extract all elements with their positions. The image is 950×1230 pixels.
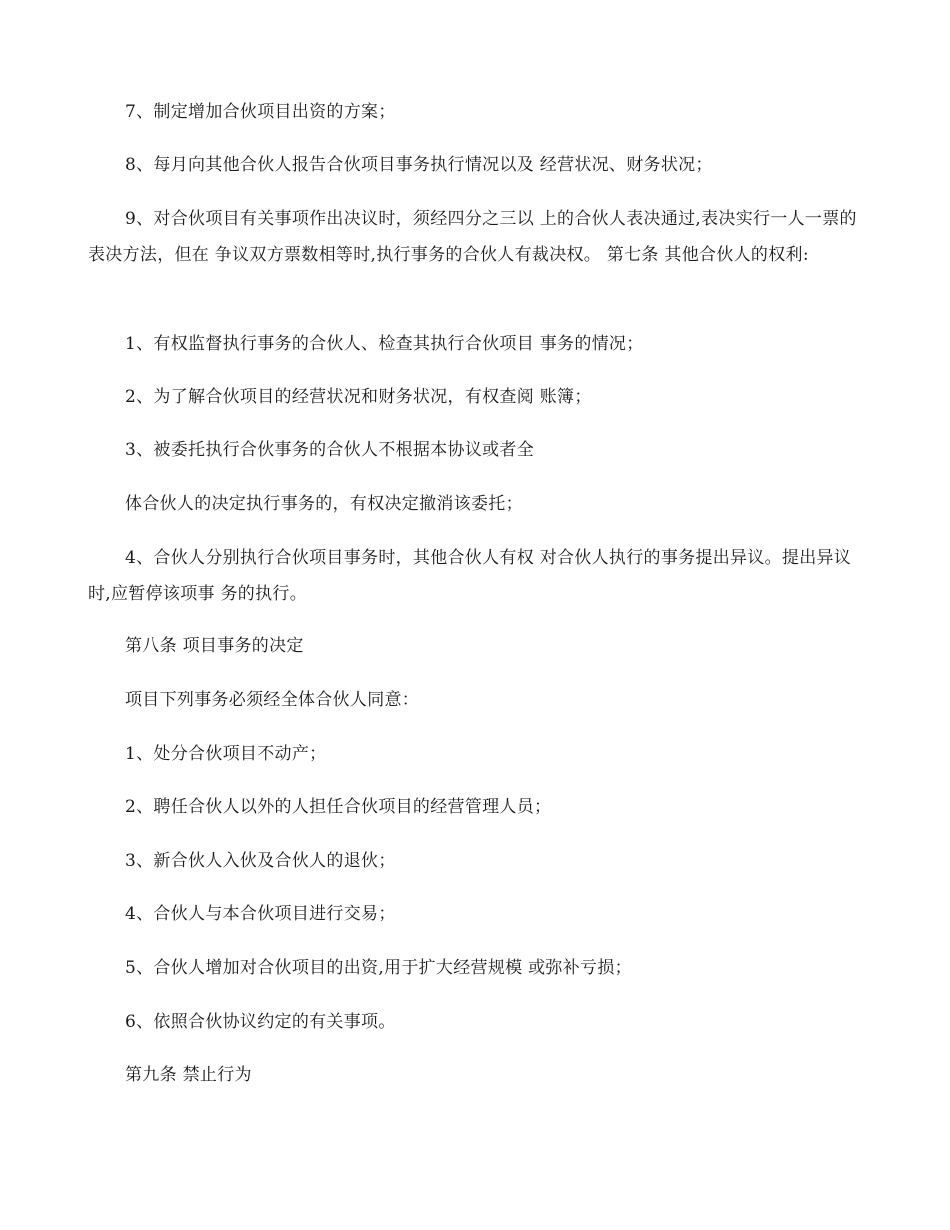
paragraph-right-4: 4、合伙人分别执行合伙项目事务时，其他合伙人有权 对合伙人执行的事务提出异议。提出异议时,应暂停该项事 务的执行。 — [88, 548, 852, 604]
section-heading-article-9: 第九条 禁止行为 — [125, 1065, 252, 1085]
paragraph-item-7: 7、制定增加合伙项目出资的方案； — [125, 102, 396, 122]
decision-item-2: 2、聘任合伙人以外的人担任合伙项目的经营管理人员； — [125, 797, 552, 817]
decision-item-3: 3、新合伙人入伙及合伙人的退伙； — [125, 851, 396, 871]
decision-item-1: 1、处分合伙项目不动产； — [125, 744, 327, 764]
paragraph-item-8: 8、每月向其他合伙人报告合伙项目事务执行情况以及 经营状况、财务状况； — [125, 155, 713, 175]
paragraph-item-9: 9、对合伙项目有关事项作出决议时，须经四分之三以 上的合伙人表决通过,表决实行一人一票的表决方法，但在 争议双方票数相等时,执行事务的合伙人有裁决权。 第七条 其他合伙人的权利: — [88, 209, 857, 265]
paragraph-intro-decisions: 项目下列事务必须经全体合伙人同意： — [125, 690, 420, 710]
section-heading-article-8: 第八条 项目事务的决定 — [125, 636, 304, 656]
decision-item-4: 4、合伙人与本合伙项目进行交易； — [125, 904, 396, 924]
paragraph-right-3-continued: 体合伙人的决定执行事务的，有权决定撤消该委托； — [125, 494, 523, 514]
decision-item-5: 5、合伙人增加对合伙项目的出资,用于扩大经营规模 或弥补亏损； — [125, 958, 632, 978]
paragraph-right-1: 1、有权监督执行事务的合伙人、检查其执行合伙项目 事务的情况； — [125, 334, 644, 354]
decision-item-6: 6、依照合伙协议约定的有关事项。 — [125, 1012, 396, 1032]
paragraph-right-2: 2、为了解合伙项目的经营状况和财务状况，有权查阅 账簿； — [125, 387, 592, 407]
paragraph-right-3: 3、被委托执行合伙事务的合伙人不根据本协议或者全 — [125, 440, 535, 460]
